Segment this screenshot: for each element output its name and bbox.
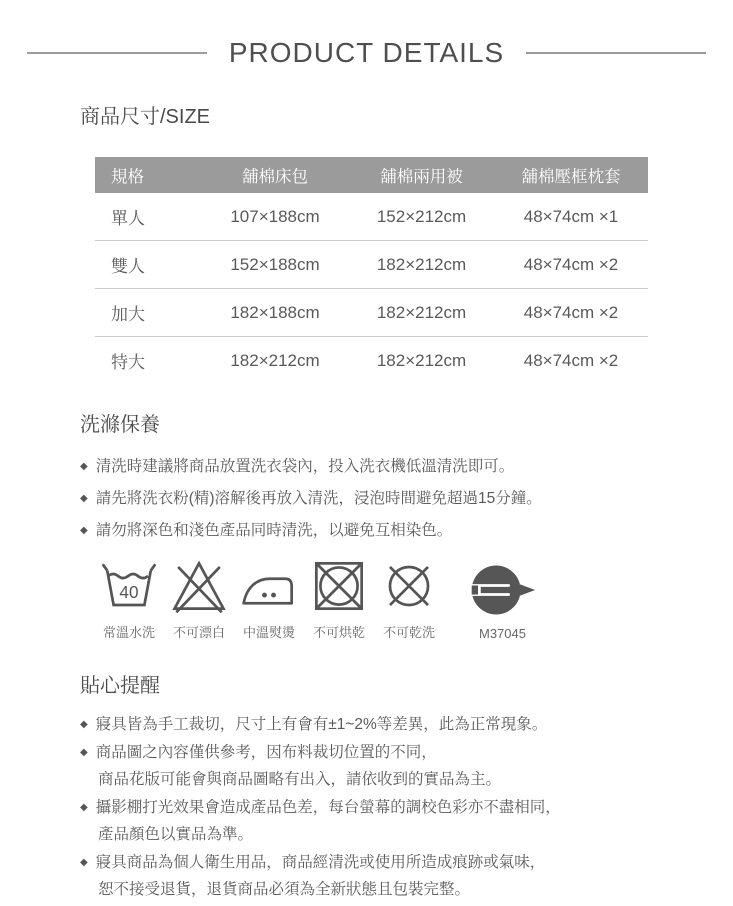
care-icon-label: 中溫熨燙 <box>242 625 295 640</box>
care-icon-iron-medium <box>240 557 298 641</box>
list-item <box>80 711 673 739</box>
tips-list <box>80 711 673 904</box>
care-icon-label: 不可烘乾 <box>312 625 365 640</box>
wash-section-heading: 洗滌保養 <box>80 414 160 436</box>
tip-text-line <box>80 766 673 794</box>
tip-text: 寢具商品為個人衛生用品，商品經清洗或使用所造成痕跡或氣味， <box>95 853 546 871</box>
list-item <box>80 739 673 794</box>
size-table-header-row <box>95 157 648 193</box>
wash-bullet-list <box>80 451 673 547</box>
iron-medium-icon <box>240 557 298 615</box>
table-cell: 152×212cm <box>349 193 494 241</box>
care-icon-no-dry-clean <box>380 557 438 641</box>
table-cell: 152×188cm <box>201 241 349 289</box>
table-cell: 182×212cm <box>349 289 494 337</box>
table-cell: 48×74cm ×2 <box>494 289 648 337</box>
table-cell: 雙人 <box>95 241 201 289</box>
tip-text-line <box>80 739 673 767</box>
tip-text: 攝影棚打光效果會造成產品色差，每台螢幕的調校色彩亦不盡相同， <box>95 798 561 816</box>
care-icon-wash-40 <box>100 557 158 641</box>
table-cell: 特大 <box>111 353 145 372</box>
table-cell: 48×74cm ×2 <box>494 241 648 289</box>
size-table-header-cell: 舖棉壓框枕套 <box>494 157 648 193</box>
list-item <box>80 483 673 515</box>
table-cell: 48×74cm ×2 <box>523 350 619 370</box>
care-icon-label: 不可乾洗 <box>382 625 435 640</box>
care-icon-label: 不可漂白 <box>172 625 225 640</box>
care-icon-no-bleach <box>170 557 228 641</box>
table-cell: 加大 <box>95 289 201 337</box>
tip-text: 恕不接受退貨，退貨商品必須為全新狀態且包裝完整。 <box>98 881 471 898</box>
bullet-diamond-icon: ◆ <box>80 856 88 868</box>
tip-text: 產品顏色以實品為準。 <box>98 826 254 843</box>
care-icon-label: M37045 <box>479 626 526 641</box>
bullet-diamond-icon: ◆ <box>80 525 88 536</box>
bullet-diamond-icon: ◆ <box>80 461 88 472</box>
table-cell: 182×188cm <box>201 289 349 337</box>
no-bleach-icon <box>170 557 228 615</box>
size-table-header-cell: 舖棉床包 <box>201 157 349 193</box>
tip-text-line <box>80 821 673 849</box>
list-item <box>80 849 673 904</box>
size-section-heading: 商品尺寸/SIZE <box>80 106 211 128</box>
table-row <box>95 289 648 337</box>
table-cell: 107×188cm <box>201 193 349 241</box>
wash-bullet-text: 請勿將深色和淺色產品同時清洗，以避免互相染色。 <box>95 522 453 539</box>
tip-text-line <box>80 711 673 739</box>
care-icon-bsmi-mark <box>466 561 539 641</box>
title-rule-right <box>526 52 706 54</box>
table-cell: 單人 <box>95 193 201 241</box>
care-icon-no-tumble-dry <box>310 557 368 641</box>
page-title: PRODUCT DETAILS <box>228 37 505 68</box>
table-cell: 182×212cm <box>349 241 494 289</box>
table-row <box>95 193 648 241</box>
wash-40-icon <box>100 557 158 615</box>
title-rule-left <box>27 52 207 54</box>
table-cell: 182×212cm <box>230 350 320 370</box>
size-table-header-cell: 規格 <box>95 157 201 193</box>
bullet-diamond-icon: ◆ <box>80 719 88 730</box>
no-dry-clean-icon <box>380 557 438 615</box>
tip-text-line <box>80 849 673 877</box>
no-tumble-dry-icon <box>310 557 368 615</box>
tip-text-line <box>80 794 673 822</box>
bullet-diamond-icon: ◆ <box>80 746 88 758</box>
tip-text: 寢具皆為手工裁切，尺寸上有會有±1~2%等差異，此為正常現象。 <box>95 716 548 733</box>
care-icon-label: 常溫水洗 <box>102 625 155 640</box>
wash-bullet-text: 請先將洗衣粉(精)溶解後再放入清洗，浸泡時間避免超過15分鐘。 <box>95 490 542 507</box>
list-item <box>80 794 673 849</box>
page-header <box>0 0 733 68</box>
bullet-diamond-icon: ◆ <box>80 801 88 813</box>
table-row <box>95 241 648 289</box>
list-item <box>80 515 673 547</box>
table-cell: 48×74cm ×1 <box>494 193 648 241</box>
list-item <box>80 451 673 483</box>
tip-text: 商品花版可能會與商品圖略有出入，請依收到的實品為主。 <box>98 771 502 788</box>
table-row <box>95 337 648 385</box>
tips-section-heading: 貼心提醒 <box>80 675 160 697</box>
tip-text-line <box>80 876 673 904</box>
size-table <box>95 157 648 384</box>
tip-text: 商品圖之內容僅供參考，因布料裁切位置的不同， <box>95 743 437 761</box>
bullet-diamond-icon: ◆ <box>80 493 88 504</box>
bsmi-mark-icon <box>466 561 539 619</box>
content-area <box>0 104 733 904</box>
wash-temp-value: 40 <box>119 581 139 602</box>
table-cell: 182×212cm <box>376 350 467 370</box>
care-icons-row <box>100 557 673 641</box>
wash-bullet-text: 清洗時建議將商品放置洗衣袋內，投入洗衣機低溫清洗即可。 <box>95 458 515 475</box>
size-table-header-cell: 舖棉兩用被 <box>349 157 494 193</box>
